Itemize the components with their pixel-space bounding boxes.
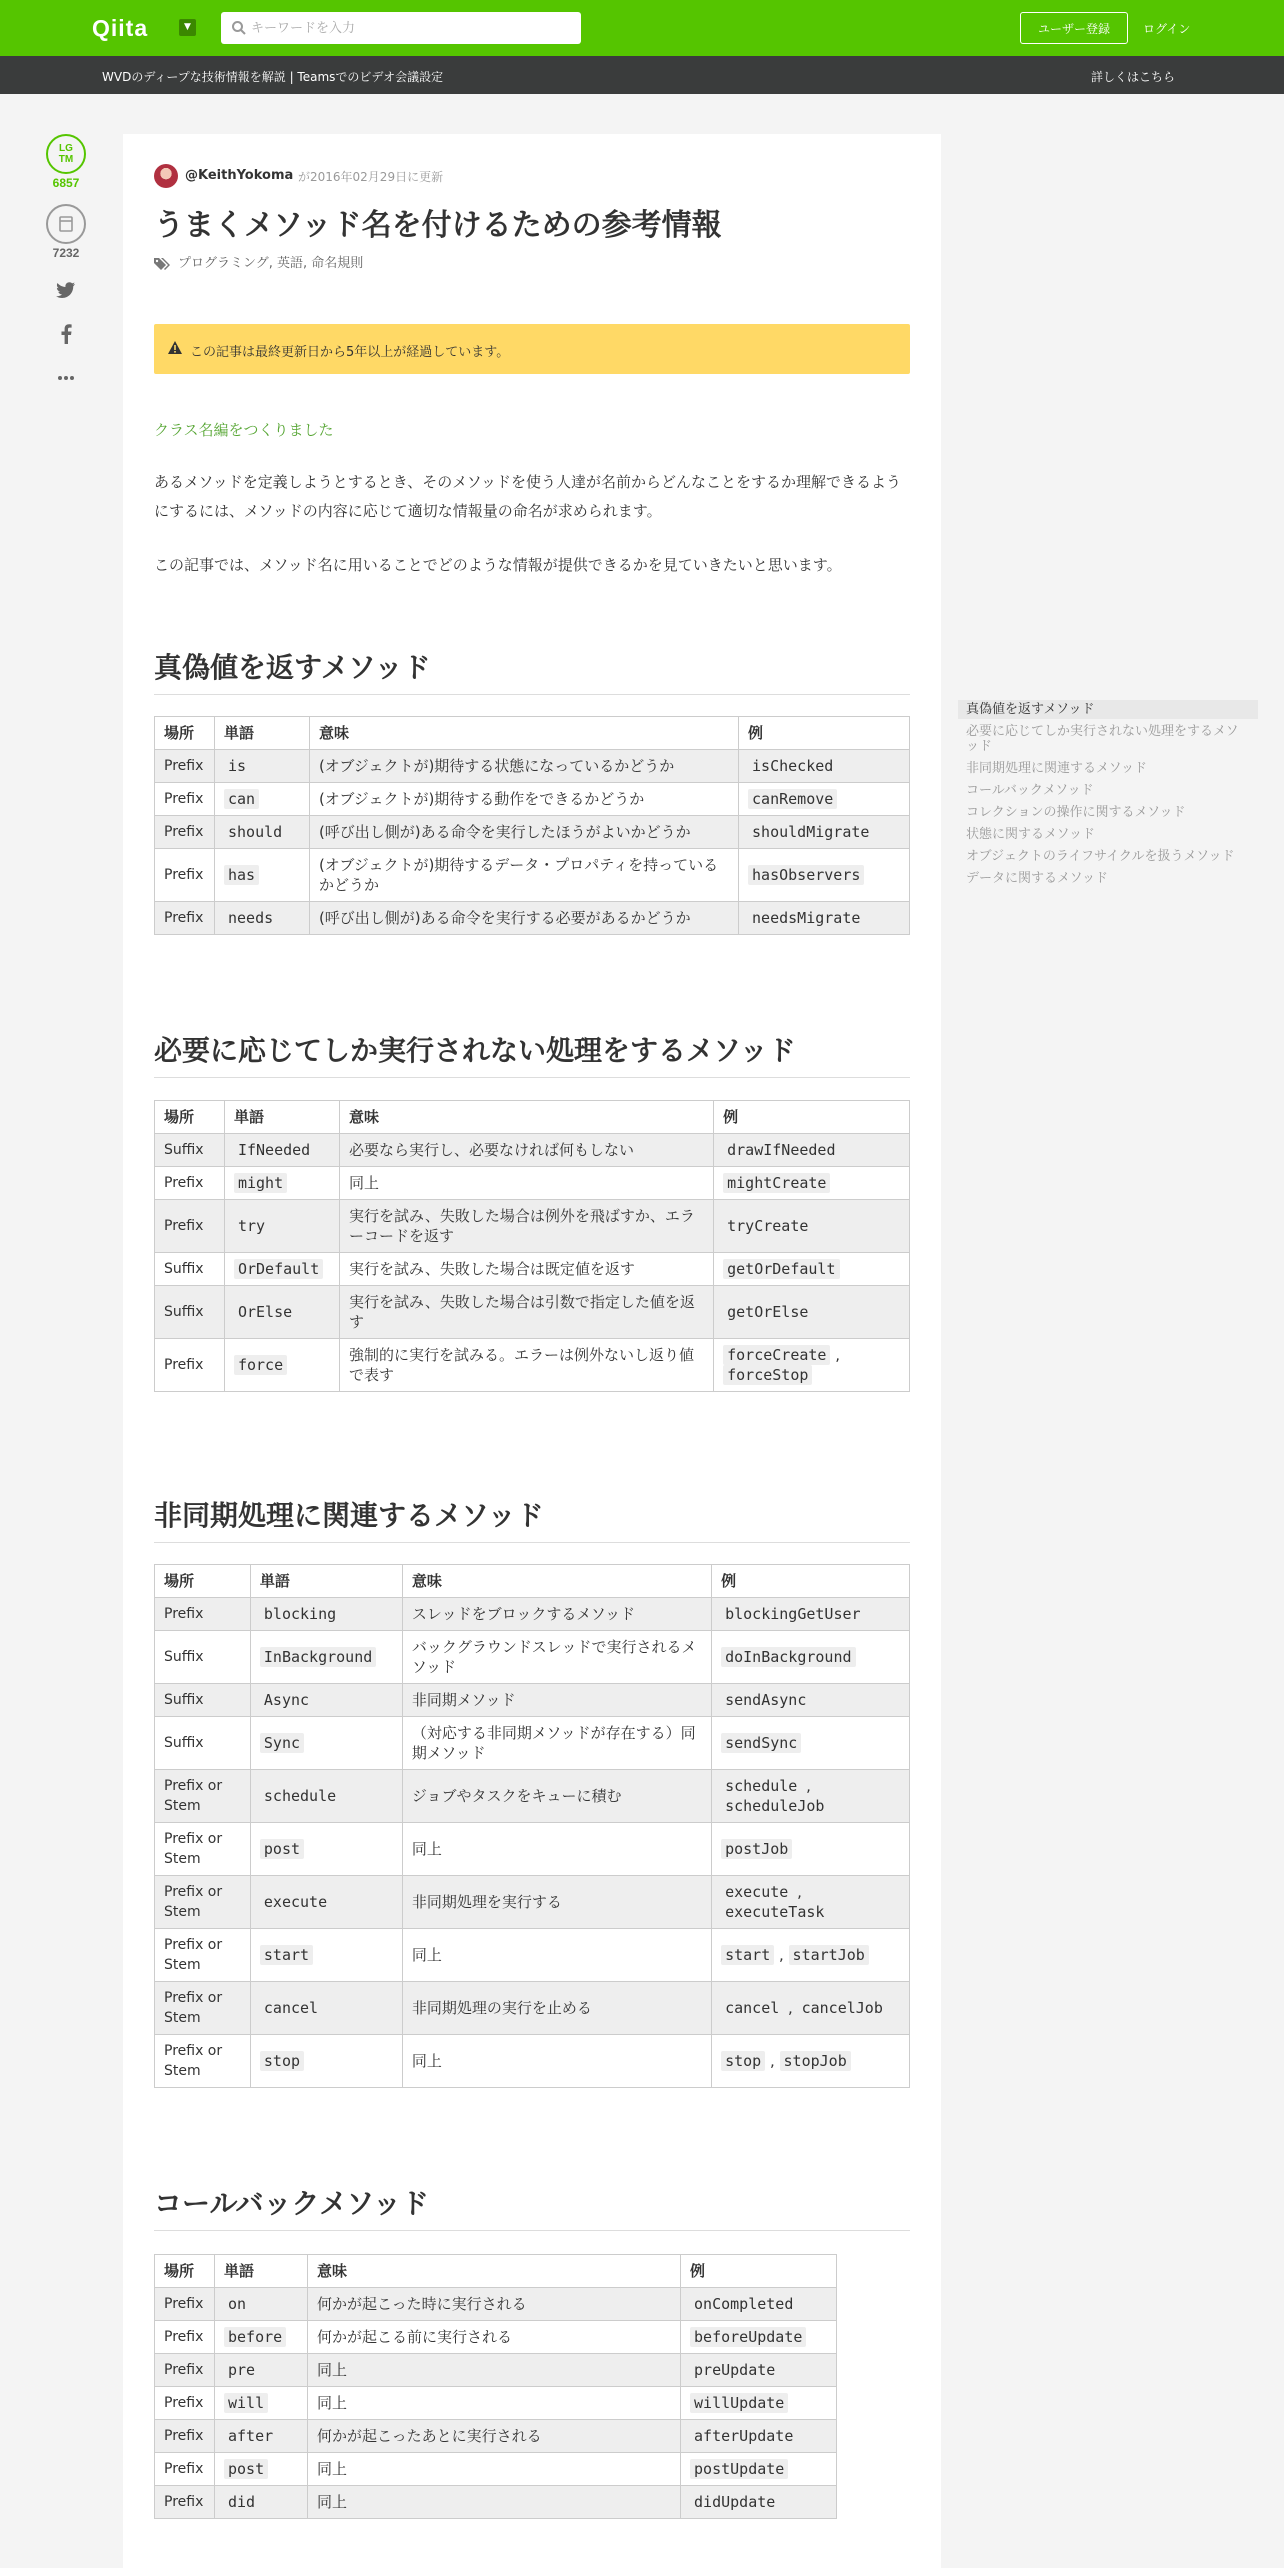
column-header: 例 bbox=[739, 717, 910, 750]
class-naming-link[interactable]: クラス名編をつくりました bbox=[154, 421, 334, 439]
cell-meaning: (オブジェクトが)期待する状態になっているかどうか bbox=[309, 750, 738, 783]
word-code: on bbox=[227, 2295, 247, 2313]
example-code: beforeUpdate bbox=[690, 2327, 806, 2347]
callback-methods-table bbox=[154, 2254, 837, 2519]
cell-location: Prefix bbox=[155, 1598, 251, 1631]
cell-word bbox=[214, 750, 309, 783]
cell-meaning: 非同期処理を実行する bbox=[402, 1876, 711, 1929]
cell-meaning: （対応する非同期メソッドが存在する）同期メソッド bbox=[402, 1717, 711, 1770]
example-code: drawIfNeeded bbox=[727, 1141, 836, 1159]
word-code: InBackground bbox=[260, 1647, 376, 1667]
table-of-contents bbox=[958, 700, 1258, 891]
cell-example bbox=[681, 2288, 837, 2321]
side-actions bbox=[44, 134, 88, 386]
example-code: blockingGetUser bbox=[725, 1605, 861, 1623]
example-code: getOrElse bbox=[727, 1303, 809, 1321]
promo-text[interactable]: WVDのディープな技術情報を解説 | Teamsでのビデオ会議設定 bbox=[102, 70, 444, 84]
column-header: 意味 bbox=[402, 1565, 711, 1598]
cell-word bbox=[250, 1684, 402, 1717]
cell-location: Prefix bbox=[155, 2387, 215, 2420]
table-row bbox=[155, 816, 910, 849]
cell-meaning: 同上 bbox=[307, 2486, 680, 2519]
cell-meaning: 必要なら実行し、必要なければ何もしない bbox=[339, 1134, 713, 1167]
word-code: stop bbox=[260, 2051, 304, 2071]
table-row bbox=[155, 2288, 837, 2321]
cell-meaning: (呼び出し側が)ある命令を実行したほうがよいかどうか bbox=[309, 816, 738, 849]
table-row bbox=[155, 1770, 910, 1823]
cell-word bbox=[214, 2387, 307, 2420]
cell-meaning: 強制的に実行を試みる。エラーは例外ないし返り値で表す bbox=[339, 1339, 713, 1392]
cell-example bbox=[681, 2321, 837, 2354]
word-code: should bbox=[227, 823, 283, 841]
column-header: 場所 bbox=[155, 1101, 225, 1134]
cell-meaning: 何かが起こったあとに実行される bbox=[307, 2420, 680, 2453]
table-row bbox=[155, 849, 910, 902]
column-header: 例 bbox=[712, 1565, 910, 1598]
tags-text[interactable]: プログラミング, 英語, 命名規則 bbox=[178, 256, 364, 271]
table-header-row bbox=[155, 1101, 910, 1134]
promo-link[interactable]: 詳しくはこちら bbox=[1091, 70, 1176, 84]
cell-example: execute , executeTask bbox=[712, 1876, 910, 1929]
example-code: needsMigrate bbox=[752, 909, 861, 927]
word-code: start bbox=[260, 1945, 313, 1965]
toc-item[interactable]: 真偽値を返すメソッド bbox=[958, 700, 1258, 719]
cell-word bbox=[250, 1717, 402, 1770]
example-code: sendSync bbox=[721, 1733, 801, 1753]
cell-location: Prefix or Stem bbox=[155, 2035, 251, 2088]
stock-count: 7232 bbox=[52, 246, 80, 260]
word-code: try bbox=[237, 1217, 266, 1235]
cell-example bbox=[712, 1823, 910, 1876]
example-code: start bbox=[721, 1945, 774, 1965]
column-header: 場所 bbox=[155, 1565, 251, 1598]
word-code: needs bbox=[227, 909, 274, 927]
toc-item[interactable]: コレクションの操作に関するメソッド bbox=[966, 805, 1186, 820]
cell-word bbox=[214, 2453, 307, 2486]
cell-example bbox=[681, 2354, 837, 2387]
cell-example bbox=[714, 1134, 910, 1167]
section-heading-callback: コールバックメソッド bbox=[154, 2182, 910, 2231]
cell-word bbox=[250, 1876, 402, 1929]
example-code: canRemove bbox=[748, 789, 837, 809]
word-code: OrDefault bbox=[234, 1259, 323, 1279]
cell-location: Suffix bbox=[155, 1631, 251, 1684]
cell-example bbox=[681, 2453, 837, 2486]
cell-word bbox=[214, 2420, 307, 2453]
warning-icon bbox=[168, 341, 182, 354]
cell-word bbox=[250, 1770, 402, 1823]
cell-meaning: 非同期処理の実行を止める bbox=[402, 1982, 711, 2035]
table-row bbox=[155, 2321, 837, 2354]
stock-button[interactable] bbox=[46, 204, 86, 244]
table-row bbox=[155, 1876, 910, 1929]
cell-location: Prefix bbox=[155, 783, 215, 816]
example-code: postUpdate bbox=[690, 2459, 788, 2479]
notice-text: この記事は最終更新日から5年以上が経過しています。 bbox=[190, 345, 510, 360]
cell-location: Prefix bbox=[155, 2288, 215, 2321]
table-row bbox=[155, 2354, 837, 2387]
cell-location: Prefix or Stem bbox=[155, 1929, 251, 1982]
example-code: didUpdate bbox=[694, 2493, 776, 2511]
cell-example bbox=[714, 1286, 910, 1339]
cell-word bbox=[224, 1167, 339, 1200]
column-header: 例 bbox=[681, 2255, 837, 2288]
search-input[interactable] bbox=[251, 12, 571, 44]
cell-example bbox=[739, 783, 910, 816]
cell-word bbox=[214, 2354, 307, 2387]
cell-word bbox=[224, 1253, 339, 1286]
cell-example bbox=[714, 1200, 910, 1253]
word-code: pre bbox=[227, 2361, 256, 2379]
section-heading-conditional: 必要に応じてしか実行されない処理をするメソッド bbox=[154, 1029, 910, 1078]
cell-location: Prefix or Stem bbox=[155, 1770, 251, 1823]
cell-location: Prefix bbox=[155, 2453, 215, 2486]
cell-meaning: 同上 bbox=[307, 2453, 680, 2486]
word-code: OrElse bbox=[237, 1303, 293, 1321]
lgtm-count: 6857 bbox=[52, 176, 80, 190]
column-header: 例 bbox=[714, 1101, 910, 1134]
qiita-logo[interactable]: Qiita bbox=[92, 15, 149, 41]
toc-item[interactable]: 状態に関するメソッド bbox=[966, 827, 1095, 842]
cell-meaning: (オブジェクトが)期待する動作をできるかどうか bbox=[309, 783, 738, 816]
word-code: post bbox=[260, 1839, 304, 1859]
toc-item[interactable]: 非同期処理に関連するメソッド bbox=[966, 761, 1147, 776]
cell-example bbox=[681, 2387, 837, 2420]
cell-example bbox=[712, 1684, 910, 1717]
column-header: 単語 bbox=[224, 1101, 339, 1134]
promo-bar bbox=[0, 56, 1284, 94]
outdated-notice bbox=[154, 324, 910, 374]
column-header: 意味 bbox=[307, 2255, 680, 2288]
example-code: stopJob bbox=[780, 2051, 851, 2071]
cell-location: Prefix bbox=[155, 2354, 215, 2387]
signup-button[interactable]: ユーザー登録 bbox=[1020, 12, 1128, 44]
cell-meaning: 実行を試み、失敗した場合は例外を飛ばすか、エラーコードを返す bbox=[339, 1200, 713, 1253]
example-code: getOrDefault bbox=[723, 1259, 839, 1279]
table-row bbox=[155, 1286, 910, 1339]
cell-word bbox=[250, 1929, 402, 1982]
table-row bbox=[155, 1598, 910, 1631]
conditional-methods-table bbox=[154, 1100, 910, 1392]
cell-location: Suffix bbox=[155, 1286, 225, 1339]
table-row bbox=[155, 2453, 837, 2486]
cell-example bbox=[712, 1598, 910, 1631]
cell-example bbox=[681, 2420, 837, 2453]
boolean-methods-table bbox=[154, 716, 910, 935]
word-code: might bbox=[234, 1173, 287, 1193]
cell-meaning: スレッドをブロックするメソッド bbox=[402, 1598, 711, 1631]
article-title: うまくメソッド名を付けるための参考情報 bbox=[154, 208, 722, 243]
example-code: cancelJob bbox=[801, 1999, 883, 2017]
cell-meaning: 同上 bbox=[402, 1929, 711, 1982]
example-code: forceStop bbox=[723, 1365, 812, 1385]
cell-meaning: 同上 bbox=[307, 2354, 680, 2387]
chevron-down-icon[interactable]: ▼ bbox=[179, 19, 196, 36]
cell-meaning: 非同期メソッド bbox=[402, 1684, 711, 1717]
twitter-icon[interactable] bbox=[44, 282, 88, 302]
table-row bbox=[155, 2420, 837, 2453]
cell-location: Prefix bbox=[155, 902, 215, 935]
table-row bbox=[155, 1200, 910, 1253]
table-row bbox=[155, 1684, 910, 1717]
avatar[interactable] bbox=[154, 164, 178, 188]
table-row bbox=[155, 902, 910, 935]
facebook-icon[interactable] bbox=[44, 324, 88, 344]
example-code: startJob bbox=[789, 1945, 869, 1965]
search-icon bbox=[231, 20, 247, 36]
example-code: cancel bbox=[725, 1999, 780, 2017]
cell-location: Prefix bbox=[155, 849, 215, 902]
word-code: Async bbox=[263, 1691, 310, 1709]
cell-meaning: ジョブやタスクをキューに積む bbox=[402, 1770, 711, 1823]
example-code: shouldMigrate bbox=[752, 823, 870, 841]
cell-word bbox=[250, 1598, 402, 1631]
cell-example bbox=[712, 1631, 910, 1684]
table-header-row bbox=[155, 2255, 837, 2288]
toc-item[interactable]: 必要に応じてしか実行されない処理をするメソッド bbox=[966, 724, 1239, 754]
cell-meaning: バックグラウンドスレッドで実行されるメソッド bbox=[402, 1631, 711, 1684]
intro-paragraph-2: この記事では、メソッド名に用いることでどのような情報が提供できるかを見ていきたいと思います。 bbox=[154, 556, 842, 574]
cell-meaning: 同上 bbox=[402, 2035, 711, 2088]
section-heading-boolean: 真偽値を返すメソッド bbox=[154, 646, 910, 695]
cell-word bbox=[250, 1631, 402, 1684]
cell-example: schedule , scheduleJob bbox=[712, 1770, 910, 1823]
example-code: stop bbox=[721, 2051, 765, 2071]
cell-example bbox=[739, 849, 910, 902]
word-code: schedule bbox=[263, 1787, 337, 1805]
cell-word bbox=[224, 1339, 339, 1392]
article bbox=[123, 134, 941, 2568]
cell-word bbox=[214, 2288, 307, 2321]
cell-word bbox=[214, 849, 309, 902]
updated-date: が2016年02月29日に更新 bbox=[298, 170, 444, 184]
word-code: is bbox=[227, 757, 247, 775]
example-code: isChecked bbox=[752, 757, 834, 775]
tag-list bbox=[154, 252, 363, 271]
column-header: 場所 bbox=[155, 2255, 215, 2288]
example-code: hasObservers bbox=[748, 865, 864, 885]
cell-location: Suffix bbox=[155, 1717, 251, 1770]
cell-location: Prefix bbox=[155, 750, 215, 783]
top-header bbox=[0, 0, 1284, 56]
example-code: mightCreate bbox=[723, 1173, 830, 1193]
table-row bbox=[155, 1982, 910, 2035]
example-code: sendAsync bbox=[725, 1691, 807, 1709]
cell-example: stop , stopJob bbox=[712, 2035, 910, 2088]
cell-meaning: 同上 bbox=[339, 1167, 713, 1200]
table-header-row bbox=[155, 717, 910, 750]
column-header: 単語 bbox=[214, 2255, 307, 2288]
example-code: schedule bbox=[725, 1777, 798, 1795]
column-header: 単語 bbox=[250, 1565, 402, 1598]
example-code: preUpdate bbox=[694, 2361, 776, 2379]
word-code: before bbox=[224, 2327, 286, 2347]
stock-icon bbox=[48, 206, 84, 242]
column-header: 単語 bbox=[214, 717, 309, 750]
word-code: IfNeeded bbox=[237, 1141, 311, 1159]
table-row bbox=[155, 750, 910, 783]
login-link[interactable]: ログイン bbox=[1143, 22, 1191, 36]
cell-location: Prefix bbox=[155, 1200, 225, 1253]
cell-location: Prefix bbox=[155, 816, 215, 849]
cell-example bbox=[739, 750, 910, 783]
column-header: 意味 bbox=[309, 717, 738, 750]
more-icon[interactable] bbox=[44, 366, 88, 386]
tag-icon bbox=[154, 257, 172, 271]
cell-location: Suffix bbox=[155, 1253, 225, 1286]
cell-location: Prefix bbox=[155, 2321, 215, 2354]
column-header: 場所 bbox=[155, 717, 215, 750]
example-code: doInBackground bbox=[721, 1647, 855, 1667]
table-row bbox=[155, 1929, 910, 1982]
cell-location: Prefix or Stem bbox=[155, 1982, 251, 2035]
word-code: will bbox=[224, 2393, 268, 2413]
cell-example: forceCreate , forceStop bbox=[714, 1339, 910, 1392]
cell-location: Prefix bbox=[155, 2486, 215, 2519]
cell-location: Suffix bbox=[155, 1134, 225, 1167]
example-code: forceCreate bbox=[723, 1345, 830, 1365]
table-row bbox=[155, 2387, 837, 2420]
cell-word bbox=[214, 902, 309, 935]
table-row bbox=[155, 1167, 910, 1200]
example-code: postJob bbox=[721, 1839, 792, 1859]
cell-word bbox=[214, 783, 309, 816]
intro-paragraph: あるメソッドを定義しようとするとき、そのメソッドを使う人達が名前からどんなことをするか理解できるようにするには、メソッドの内容に応じて適切な情報量の命名が求められます。 bbox=[154, 473, 902, 520]
word-code: blocking bbox=[263, 1605, 337, 1623]
word-code: execute bbox=[263, 1893, 328, 1911]
cell-example bbox=[712, 1717, 910, 1770]
cell-location: Prefix bbox=[155, 1167, 225, 1200]
cell-word bbox=[224, 1286, 339, 1339]
word-code: force bbox=[234, 1355, 287, 1375]
table-row bbox=[155, 1339, 910, 1392]
lgtm-button[interactable]: LG TM bbox=[46, 134, 86, 174]
author-name[interactable]: @KeithYokoma bbox=[185, 168, 294, 183]
cell-word bbox=[250, 2035, 402, 2088]
cell-example bbox=[714, 1167, 910, 1200]
cell-word bbox=[250, 1823, 402, 1876]
example-code: willUpdate bbox=[690, 2393, 788, 2413]
word-code: Sync bbox=[260, 1733, 304, 1753]
example-code: executeTask bbox=[725, 1903, 825, 1921]
cell-meaning: 同上 bbox=[307, 2387, 680, 2420]
cell-meaning: 実行を試み、失敗した場合は既定値を返す bbox=[339, 1253, 713, 1286]
table-row bbox=[155, 783, 910, 816]
cell-example: cancel , cancelJob bbox=[712, 1982, 910, 2035]
word-code: post bbox=[224, 2459, 268, 2479]
table-row bbox=[155, 1253, 910, 1286]
cell-example: start , startJob bbox=[712, 1929, 910, 1982]
word-code: can bbox=[224, 789, 259, 809]
word-code: after bbox=[227, 2427, 274, 2445]
cell-location: Prefix bbox=[155, 2420, 215, 2453]
word-code: did bbox=[227, 2493, 256, 2511]
word-code: has bbox=[224, 865, 259, 885]
table-row bbox=[155, 2035, 910, 2088]
cell-meaning: 実行を試み、失敗した場合は引数で指定した値を返す bbox=[339, 1286, 713, 1339]
cell-word bbox=[214, 816, 309, 849]
example-code: tryCreate bbox=[727, 1217, 809, 1235]
section-heading-async: 非同期処理に関連するメソッド bbox=[154, 1494, 910, 1543]
cell-meaning: (呼び出し側が)ある命令を実行する必要があるかどうか bbox=[309, 902, 738, 935]
example-code: scheduleJob bbox=[725, 1797, 825, 1815]
table-row bbox=[155, 1134, 910, 1167]
example-code: onCompleted bbox=[694, 2295, 794, 2313]
cell-word bbox=[250, 1982, 402, 2035]
table-row bbox=[155, 1717, 910, 1770]
column-header: 意味 bbox=[339, 1101, 713, 1134]
table-row bbox=[155, 1823, 910, 1876]
cell-example bbox=[739, 816, 910, 849]
word-code: cancel bbox=[263, 1999, 319, 2017]
cell-meaning: 同上 bbox=[402, 1823, 711, 1876]
cell-location: Suffix bbox=[155, 1684, 251, 1717]
cell-word bbox=[224, 1200, 339, 1253]
table-header-row bbox=[155, 1565, 910, 1598]
toc-item[interactable]: データに関するメソッド bbox=[966, 871, 1108, 886]
cell-meaning: 何かが起こる前に実行される bbox=[307, 2321, 680, 2354]
async-methods-table bbox=[154, 1564, 910, 2088]
search-box[interactable] bbox=[221, 12, 581, 44]
table-row bbox=[155, 2486, 837, 2519]
example-code: afterUpdate bbox=[694, 2427, 794, 2445]
cell-example bbox=[714, 1253, 910, 1286]
cell-word bbox=[214, 2321, 307, 2354]
cell-location: Prefix or Stem bbox=[155, 1823, 251, 1876]
cell-location: Prefix or Stem bbox=[155, 1876, 251, 1929]
cell-meaning: 何かが起こった時に実行される bbox=[307, 2288, 680, 2321]
cell-example bbox=[681, 2486, 837, 2519]
toc-item[interactable]: コールバックメソッド bbox=[966, 783, 1094, 798]
cell-word bbox=[214, 2486, 307, 2519]
cell-location: Prefix bbox=[155, 1339, 225, 1392]
toc-item[interactable]: オブジェクトのライフサイクルを扱うメソッド bbox=[966, 849, 1235, 864]
example-code: execute bbox=[725, 1883, 789, 1901]
cell-example bbox=[739, 902, 910, 935]
cell-word bbox=[224, 1134, 339, 1167]
table-row bbox=[155, 1631, 910, 1684]
cell-meaning: (オブジェクトが)期待するデータ・プロパティを持っているかどうか bbox=[309, 849, 738, 902]
